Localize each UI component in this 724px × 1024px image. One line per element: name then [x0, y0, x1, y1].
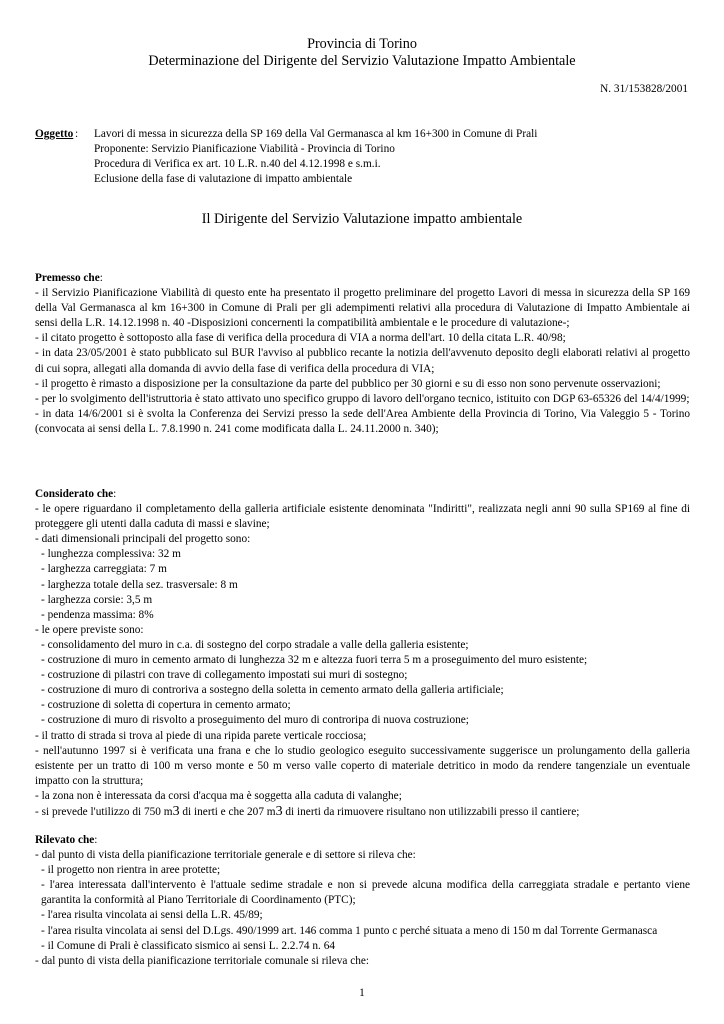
rilevato-sub-item: - l'area risulta vincolata ai sensi della L.R. 45/89; — [41, 909, 263, 922]
considerato-section — [35, 487, 690, 820]
premesso-paragraph: - in data 14/6/2001 si è svolta la Conferenza dei Servizi presso la sede dell'Area Ambiente della Provincia di Torino, Via Valeggio 5 - Torino (convocata ai sensi della L. 7.8.1990 n. 241 come modificata dalla L. 24.11.2000 n. 340); — [35, 407, 690, 435]
heading-colon: : — [99, 272, 103, 284]
rilevato-paragraph: - dal punto di vista della pianificazione territoriale generale e di settore si rileva che: — [35, 849, 416, 862]
rilevato-sub-item: - l'area interessata dall'intervento è l'attuale sedime stradale e non si prevede alcuna modifica della carreggiata stradale e pertanto viene garantita la conformità al Piano Territoriale di Coordinamento (PTC); — [41, 879, 690, 907]
premesso-paragraph: - per lo svolgimento dell'istruttoria è stato attivato uno specifico gruppo di lavoro dell'organo tecnico, istituito con DGP 63-65326 del 14/4/1999; — [35, 392, 690, 405]
premesso-paragraph: - il Servizio Pianificazione Viabilità di questo ente ha presentato il progetto preliminare del progetto Lavori di messa in sicurezza della SP 169 della Val Germanasca al km 16+300 in Comune di Prali per gli adempimenti relativi alla procedura di Valutazione di Impatto Ambientale ai sensi della L.R. 14.12.1998 n. 40 -Disposizioni concernenti la compatibilità ambientale e le procedure di valutazione-; — [35, 287, 690, 330]
considerato-paragraph: - la zona non è interessata da corsi d'acqua ma è soggetta alla caduta di valanghe; — [35, 789, 402, 802]
premesso-paragraph: - in data 23/05/2001 è stato pubblicato sul BUR l'avviso al pubblico recante la notizia dell'avvenuto deposito degli elaborati relativi al progetto di cui sopra, allegati alla domanda di avvio della fase di verifica della procedura di VIA; — [35, 347, 690, 375]
considerato-heading: Considerato che — [35, 488, 114, 500]
premesso-paragraph: - il citato progetto è sottoposto alla fase di verifica della procedura di VIA a norma dell'art. 10 della citata L.R. 40/98; — [35, 332, 566, 345]
rilevato-sub-item: - il Comune di Prali è classificato sismico ai sensi L. 2.2.74 n. 64 — [41, 939, 335, 952]
cubic-superscript: 3 — [172, 803, 180, 819]
considerato-sub-item: - consolidamento del muro in c.a. di sostegno del corpo stradale a valle della galleria esistente; — [41, 638, 469, 651]
considerato-sub-item: - costruzione di muro in cemento armato di lunghezza 32 m e altezza fuori terra 5 m a proseguimento del muro esistente; — [41, 654, 588, 667]
subject-lines — [94, 127, 537, 187]
page-number: 1 — [359, 987, 365, 999]
inerti-text-c: di inerti da rimuovere risultano non utilizzabili presso il cantiere; — [282, 805, 580, 818]
cubic-superscript: 3 — [275, 803, 283, 819]
rilevato-section — [35, 833, 690, 969]
rilevato-heading: Rilevato che — [35, 834, 95, 846]
rilevato-sub-item: - il progetto non rientra in aree protette; — [41, 864, 221, 877]
inerti-text-a: - si prevede l'utilizzo di 750 m — [35, 805, 173, 818]
subject-line: Eclusione della fase di valutazione di impatto ambientale — [94, 173, 353, 185]
considerato-sub-item: - costruzione di muro di risvolto a proseguimento del muro di controripa di nuova costruzione; — [41, 714, 469, 727]
considerato-paragraph: - il tratto di strada si trova al piede di una ripida parete verticale rocciosa; — [35, 729, 367, 742]
document-header — [0, 36, 724, 70]
rilevato-sub-item: - l'area risulta vincolata ai sensi del D.Lgs. 490/1999 art. 146 comma 1 punto c perché situata a meno di 150 m dal Torrente Germanasca — [41, 924, 658, 937]
considerato-sub-item: - costruzione di pilastri con trave di collegamento impostati sui muri di sostegno; — [41, 669, 408, 682]
inerti-text-b: di inerti e che 207 m — [179, 805, 276, 818]
premesso-paragraph: - il progetto è rimasto a disposizione per la consultazione da parte del pubblico per 30 giorni e su di esso non sono pervenute osservazioni; — [35, 377, 661, 390]
considerato-sub-item: - larghezza totale della sez. trasversale: 8 m — [41, 578, 238, 591]
subject-line: Procedura di Verifica ex art. 10 L.R. n.40 del 4.12.1998 e s.m.i. — [94, 158, 381, 170]
header-determination-title: Determinazione del Dirigente del Servizio Valutazione Impatto Ambientale — [148, 53, 576, 69]
subject-label: Oggetto — [35, 128, 74, 140]
considerato-paragraph-inerti — [35, 804, 690, 820]
protocol-number: N. 31/153828/2001 — [600, 83, 688, 95]
considerato-sub-item: - pendenza massima: 8% — [41, 608, 154, 621]
subject-colon: : — [75, 128, 79, 140]
considerato-sub-item: - larghezza corsie: 3,5 m — [41, 593, 153, 606]
premesso-heading: Premesso che — [35, 272, 100, 284]
heading-colon: : — [94, 834, 98, 846]
rilevato-paragraph: - dal punto di vista della pianificazione territoriale comunale si rileva che: — [35, 954, 370, 967]
document-subtitle: Il Dirigente del Servizio Valutazione impatto ambientale — [201, 211, 523, 227]
premesso-section — [35, 271, 690, 437]
subject-line: Lavori di messa in sicurezza della SP 169 della Val Germanasca al km 16+300 in Comune di Prali — [94, 128, 538, 140]
considerato-paragraph: - nell'autunno 1997 si è verificata una frana e che lo studio geologico eseguito successivamente suggerisce un prolungamento della galleria esistente per un tratto di 100 m verso monte e 50 m verso valle coperto di materiale detritico in modo da rendere tangenziale un eventuale impatto con la struttura; — [35, 744, 690, 787]
subject-line: Proponente: Servizio Pianificazione Viabilità - Provincia di Torino — [94, 143, 395, 155]
header-province: Provincia di Torino — [307, 36, 417, 52]
considerato-sub-item: - larghezza carreggiata: 7 m — [41, 563, 167, 576]
heading-colon: : — [113, 488, 117, 500]
considerato-paragraph: - le opere riguardano il completamento della galleria artificiale esistente denominata "Indiritti", realizzata negli anni 90 sulla SP169 al fine di proteggere gli utenti dalla caduta di massi e slavine; — [35, 503, 690, 531]
considerato-paragraph: - le opere previste sono: — [35, 623, 144, 636]
considerato-paragraph: - dati dimensionali principali del progetto sono: — [35, 533, 251, 546]
considerato-sub-item: - lunghezza complessiva: 32 m — [41, 548, 181, 561]
considerato-sub-item: - costruzione di muro di controriva a sostegno della soletta in cemento armato della galleria artificiale; — [41, 684, 504, 697]
considerato-sub-item: - costruzione di soletta di copertura in cemento armato; — [41, 699, 291, 712]
